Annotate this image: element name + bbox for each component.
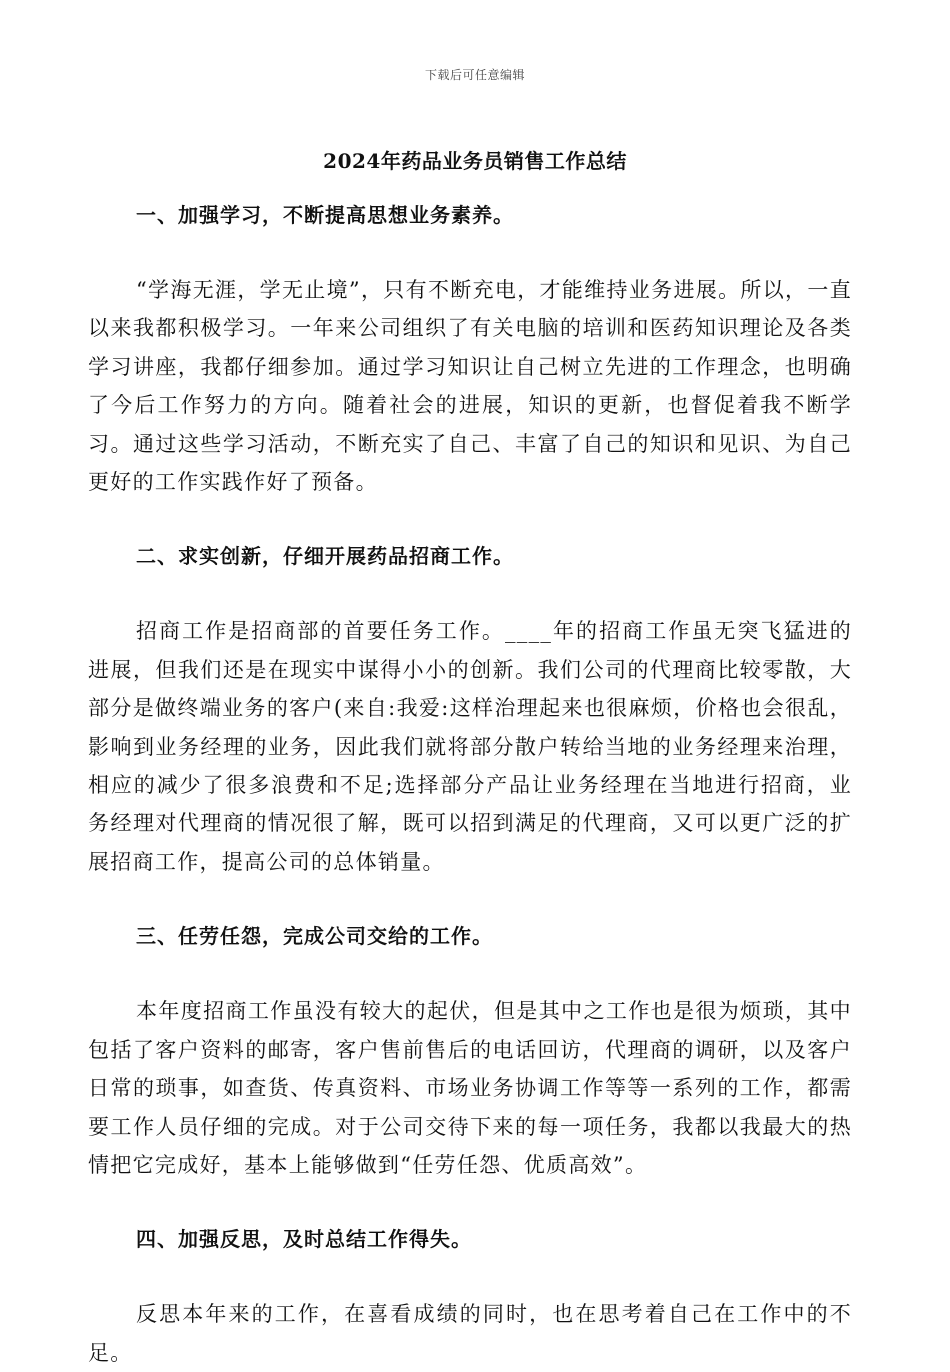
section-4-paragraph: 反思本年来的工作，在喜看成绩的同时，也在思考着自己在工作中的不足。 [88,1302,852,1365]
section-4-heading: 四、加强反思，及时总结工作得失。 [136,1227,472,1252]
section-3-heading: 三、任劳任怨，完成公司交给的工作。 [136,924,493,949]
section-1-paragraph: “学海无涯，学无止境”，只有不断充电，才能维持业务进展。所以，一直以来我都积极学习。一年来公司组织了有关电脑的培训和医药知识理论及各类学习讲座，我都仔细参加。通过学习知识让自己树立先进的工作理念，也明确了今后工作努力的方向。随着社会的进展，知识的更新，也督促着我不断学习。通过这些学习活动，不断充实了自己、丰富了自己的知识和见识、为自己更好的工作实践作好了预备。 [88,278,852,495]
document-title: 2024年药品业务员销售工作总结 [323,149,627,173]
header-note: 下载后可任意编辑 [424,68,525,82]
document-body [88,197,852,1372]
section-1-heading: 一、加强学习，不断提高思想业务素养。 [136,203,514,227]
section-3-paragraph: 本年度招商工作虽没有较大的起伏，但是其中之工作也是很为烦琐，其中包括了客户资料的邮寄，客户售前售后的电话回访，代理商的调研，以及客户日常的琐事，如查货、传真资料、市场业务协调工作等等一系列的工作，都需要工作人员仔细的完成。对于公司交待下来的每一项任务，我都以我最大的热情把它完成好，基本上能够做到“任劳任怨、优质高效”。 [88,999,852,1177]
section-2-heading: 二、求实创新，仔细开展药品招商工作。 [136,544,514,569]
section-2-paragraph: 招商工作是招商部的首要任务工作。____年的招商工作虽无突飞猛进的进展，但我们还是在现实中谋得小小的创新。我们公司的代理商比较零散，大部分是做终端业务的客户(来自:我爱:这样治理起来也很麻烦，价格也会很乱，影响到业务经理的业务，因此我们就将部分散户转给当地的业务经理来治理，相应的减少了很多浪费和不足;选择部分产品让业务经理在当地进行招商，业务经理对代理商的情况很了解，既可以招到满足的代理商，又可以更广泛的扩展招商工作，提高公司的总体销量。 [88,619,852,874]
